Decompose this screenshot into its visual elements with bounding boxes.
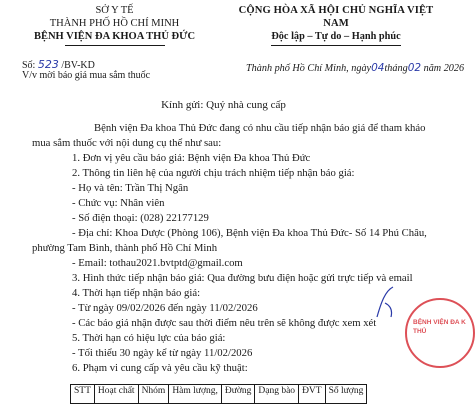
nation-block <box>226 4 446 46</box>
late-note: - Các báo giá nhận được sau thời điểm nêu trên sẽ không được xem xét <box>72 317 377 329</box>
hospital-name: BỆNH VIỆN ĐA KHOA THỦ ĐỨC <box>33 31 196 42</box>
spec-table <box>70 384 367 404</box>
signature-mark-icon <box>371 283 401 323</box>
table-header-cell: Đường <box>221 385 255 404</box>
contact-position: - Chức vụ: Nhân viên <box>72 197 165 209</box>
nation-title: CỘNG HÒA XÃ HỘI CHỦ NGHĨA VIỆT NAM <box>238 5 434 29</box>
table-header-cell: Dạng bào <box>255 385 299 404</box>
receive-period: - Từ ngày 09/02/2026 đến ngày 11/02/2026 <box>72 302 258 314</box>
greeting: Kính gửi: Quý nhà cung cấp <box>161 99 286 111</box>
hospital-stamp-icon <box>405 298 475 368</box>
subject-line: V/v mời báo giá mua sắm thuốc <box>22 70 151 81</box>
date-line: Thành phố Hồ Chí Minh, ngày04tháng02 năm 2026 <box>246 62 465 74</box>
issuer-underline <box>65 45 165 46</box>
handwritten-day: 04 <box>371 62 385 74</box>
contact-phone: - Số điện thoại: (028) 22177129 <box>72 212 209 224</box>
contact-address: - Địa chỉ: Khoa Dược (Phòng 106), Bệnh viện Đa khoa Thủ Đức- Số 14 Phú Châu, phường Tam Bình, thành phố Hồ Chí Minh <box>32 227 427 254</box>
item-2: 2. Thông tin liên hệ của người chịu trách nhiệm tiếp nhận báo giá: <box>72 167 355 179</box>
stamp-text: BỆNH VIỆN ĐA K THỦ <box>413 319 466 335</box>
reference-number: Số: 523 /BV-KD <box>22 58 95 71</box>
table-header-cell: Hoạt chất <box>94 385 138 404</box>
table-header-cell: ĐVT <box>299 385 326 404</box>
contact-email[interactable]: - Email: tothau2021.bvtptd@gmail.com <box>72 257 243 269</box>
table-header-cell: Hàm lượng, <box>169 385 222 404</box>
contact-name: - Họ và tên: Trần Thị Ngân <box>72 182 189 194</box>
item-5: 5. Thời hạn có hiệu lực của báo giá: <box>72 332 226 344</box>
ministry-name: SỞ Y TẾ <box>95 5 134 16</box>
handwritten-month: 02 <box>407 62 422 74</box>
table-header-cell: Số lượng <box>325 385 367 404</box>
letter-body <box>32 121 442 376</box>
item-6: 6. Phạm vi cung cấp và yêu cầu kỹ thuật: <box>72 362 248 374</box>
validity: - Tối thiểu 30 ngày kể từ ngày 11/02/2026 <box>72 347 253 359</box>
city-name: THÀNH PHỐ HỒ CHÍ MINH <box>49 18 180 29</box>
intro-paragraph: Bệnh viện Đa khoa Thủ Đức đang có nhu cầu tiếp nhận báo giá để tham khảo mua sắm thuốc với nội dung cụ thể như sau: <box>32 122 426 149</box>
motto-underline <box>271 45 401 46</box>
table-header-cell: Nhóm <box>138 385 169 404</box>
handwritten-ref-number: 523 <box>37 58 59 71</box>
table-header-cell: STT <box>71 385 95 404</box>
item-1: 1. Đơn vị yêu cầu báo giá: Bệnh viện Đa khoa Thủ Đức <box>72 152 311 164</box>
item-3: 3. Hình thức tiếp nhận báo giá: Qua đường bưu điện hoặc gửi trực tiếp và email <box>72 272 413 284</box>
table-header-row <box>71 385 367 404</box>
issuer-block <box>12 4 217 46</box>
item-4: 4. Thời hạn tiếp nhận báo giá: <box>72 287 201 299</box>
nation-motto: Độc lập – Tự do – Hạnh phúc <box>271 31 401 42</box>
